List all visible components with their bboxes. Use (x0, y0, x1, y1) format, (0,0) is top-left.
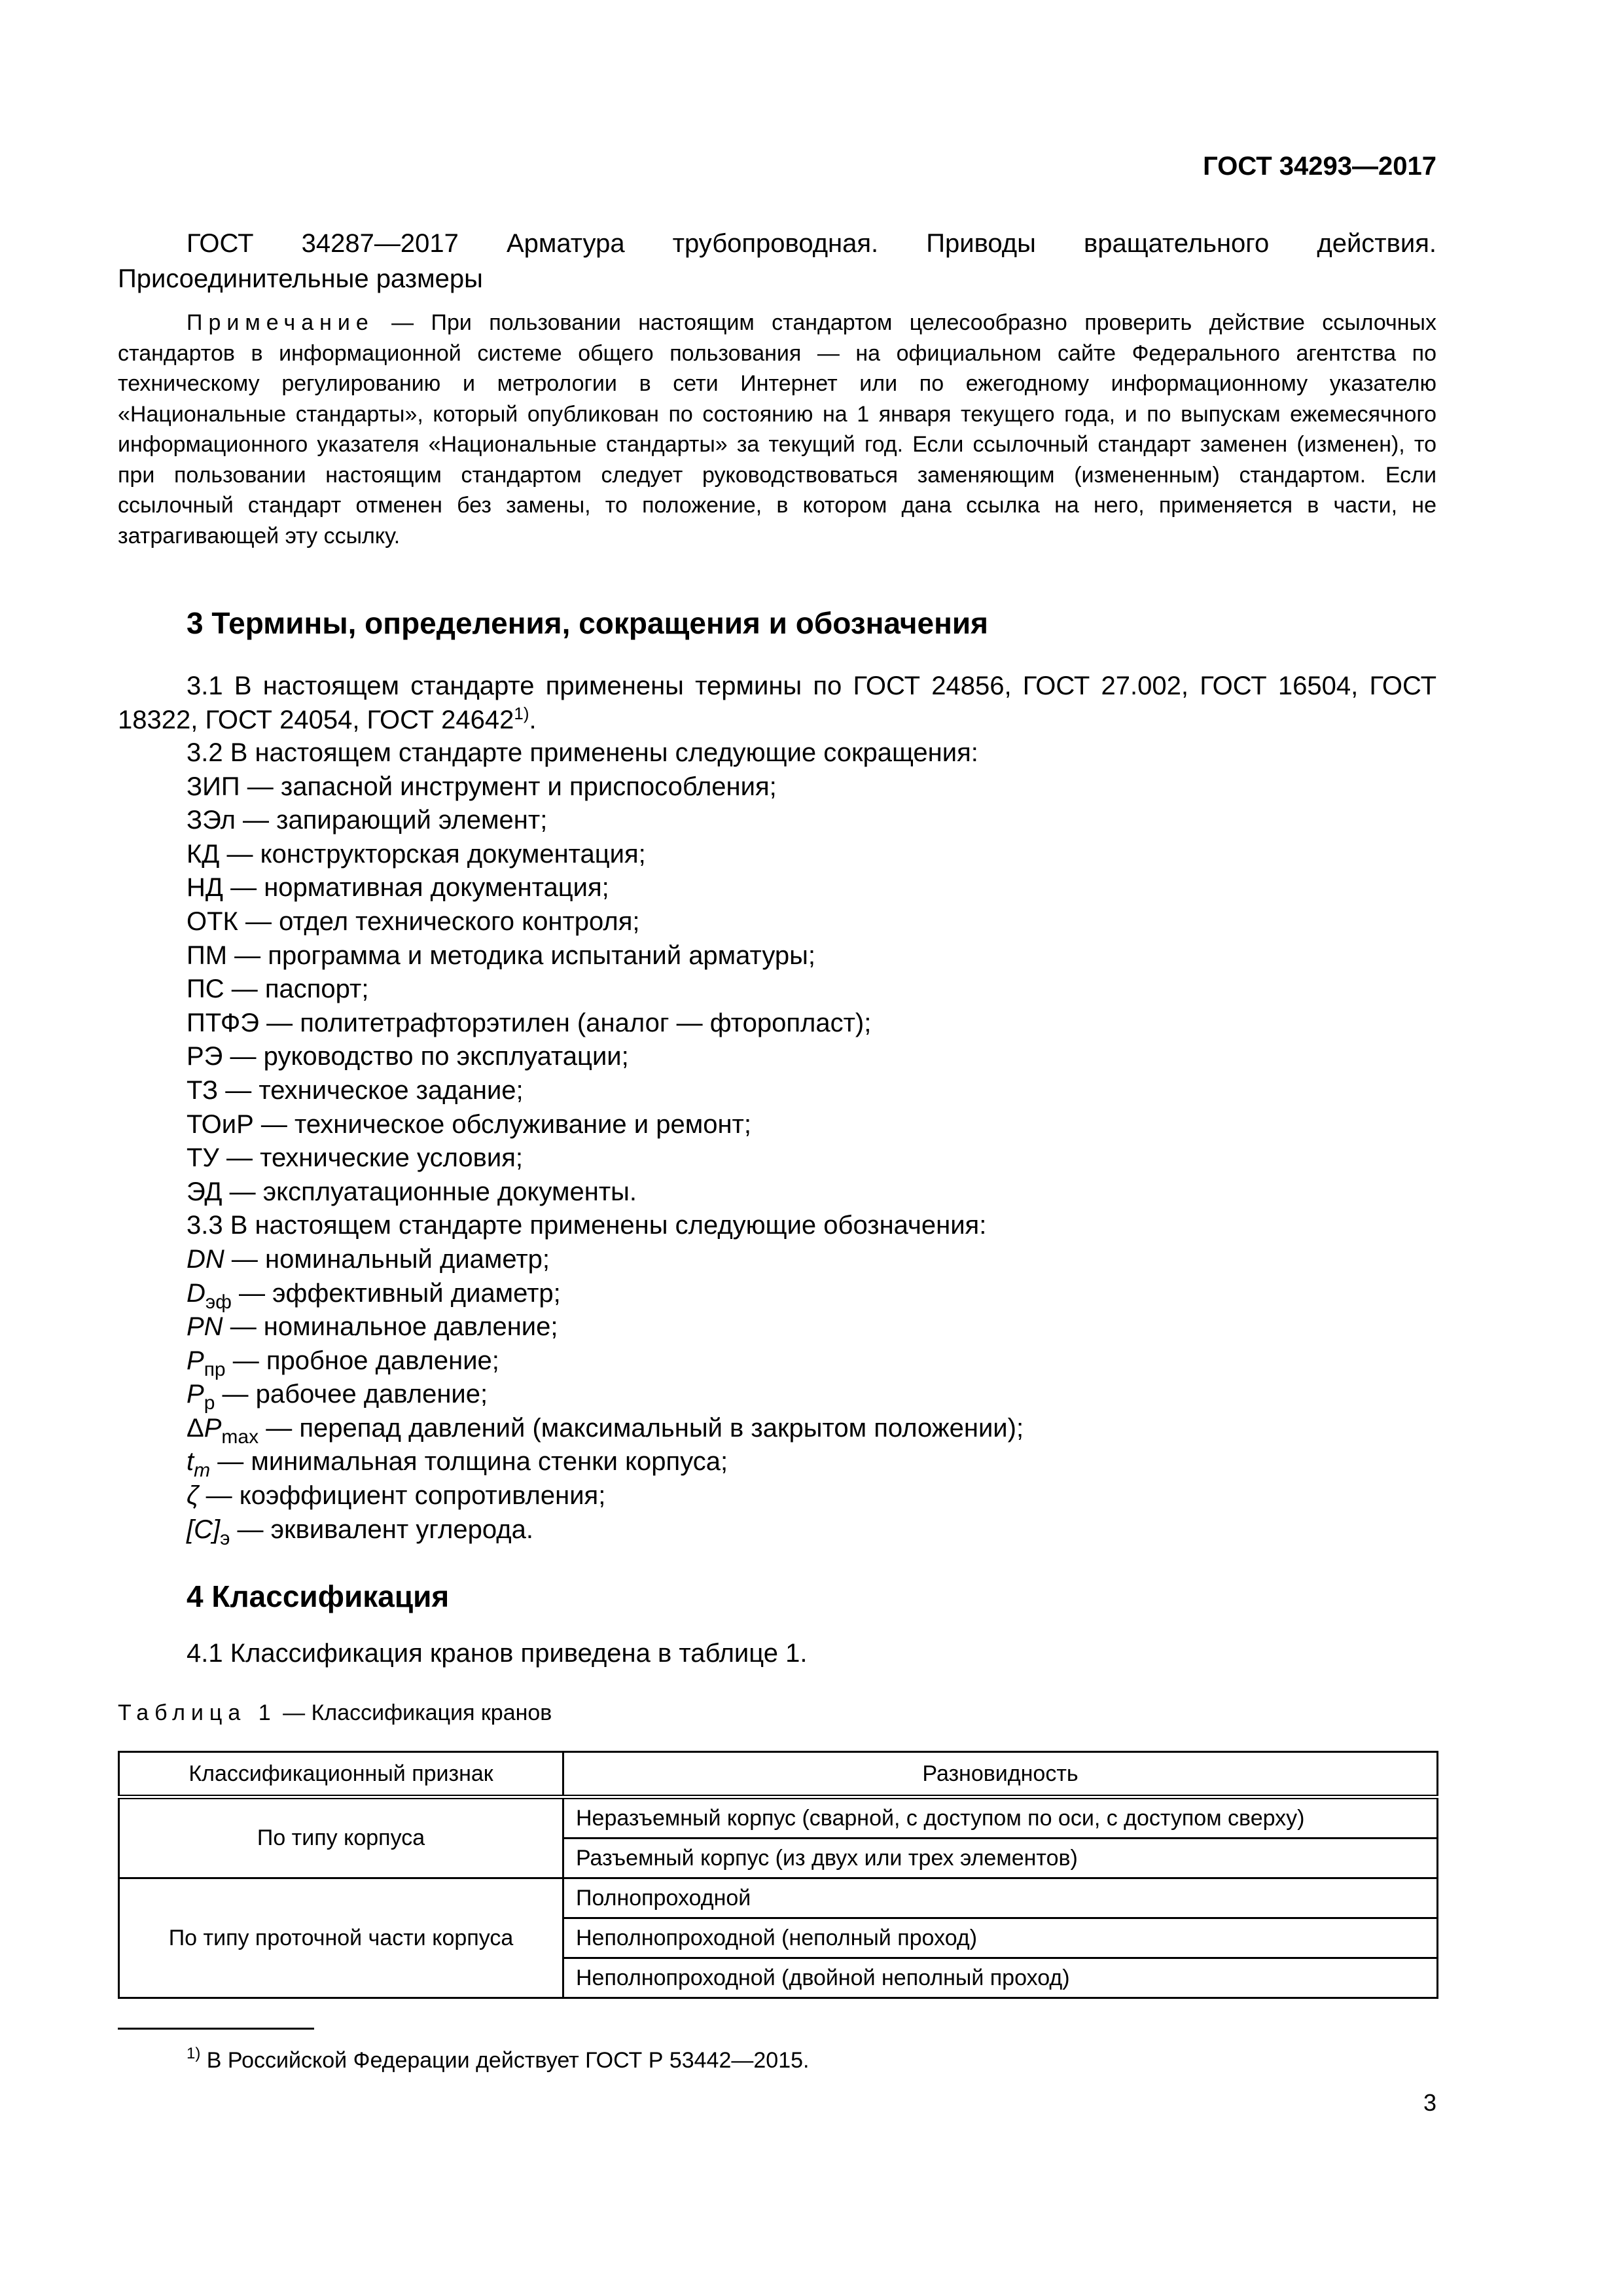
table-header-row (119, 1752, 1438, 1797)
footnote-ref-mark: 1) (514, 704, 529, 723)
abbreviation-item: ЗИП — запасной инструмент и приспособления; (187, 772, 777, 801)
abbreviation-item: ЗЭл — запирающий элемент; (187, 806, 548, 835)
table-caption-label: Таблица 1 (118, 1700, 277, 1725)
abbreviation-item: ПТФЭ — политетрафторэтилен (аналог — фторопласт); (187, 1008, 872, 1037)
abbreviation-item: ПМ — программа и методика испытаний арматуры; (187, 941, 815, 970)
paragraph-3-1 (118, 669, 1436, 737)
symbol-description: — рабочее давление; (215, 1380, 488, 1409)
abbreviation-item: НД — нормативная документация; (187, 873, 609, 903)
table-cell-feature: По типу проточной части корпуса (119, 1878, 563, 1998)
reference-gost-34287: ГОСТ 34287—2017 Арматура трубопроводная. Приводы вращательного действия. Присоединительные размеры (118, 229, 1436, 293)
abbreviation-item: ТУ — технические условия; (187, 1143, 523, 1173)
symbol-subscript: р (204, 1392, 215, 1414)
classification-table (118, 1751, 1438, 1999)
note-paragraph (118, 308, 1436, 551)
section-4-heading: 4 Классификация (187, 1579, 450, 1613)
table-row (119, 1878, 1438, 1918)
footnote-text: В Российской Федерации действует ГОСТ Р 53442—2015. (200, 2048, 810, 2073)
symbol-subscript: m (194, 1460, 211, 1482)
table-row (119, 1797, 1438, 1839)
delta-symbol: Δ (187, 1413, 204, 1443)
symbol-item (187, 1479, 1436, 1513)
symbol: ζ (187, 1481, 199, 1511)
symbol-item (187, 1277, 1436, 1311)
abbreviation-item: РЭ — руководство по эксплуатации; (187, 1042, 629, 1071)
symbol: [C] (187, 1515, 221, 1544)
table-cell-variant: Неполнопроходной (двойной неполный проход) (563, 1958, 1438, 1998)
symbol-description: — пробное давление; (225, 1346, 499, 1375)
symbol-subscript: эф (205, 1291, 232, 1313)
table-cell-feature: По типу корпуса (119, 1797, 563, 1878)
section-3-list (187, 736, 1436, 1547)
abbreviation-item: КД — конструкторская документация; (187, 839, 646, 869)
symbol-item (187, 1344, 1436, 1378)
symbol-subscript: пр (204, 1358, 226, 1380)
table-header-cell: Классификационный признак (119, 1752, 563, 1797)
symbol-description: — номинальный диаметр; (224, 1244, 550, 1274)
symbol-description: — эквивалент углерода. (230, 1515, 533, 1544)
abbreviation-item: ТЗ — техническое задание; (187, 1075, 524, 1105)
symbol: P (187, 1346, 204, 1375)
symbol-description: — эффективный диаметр; (231, 1278, 561, 1308)
table-cell-variant: Неразъемный корпус (сварной, с доступом по оси, с доступом сверху) (563, 1797, 1438, 1839)
table-cell-variant: Разъемный корпус (из двух или трех элементов) (563, 1839, 1438, 1878)
abbreviation-item: ЭД — эксплуатационные документы. (187, 1177, 637, 1206)
symbol-subscript: э (220, 1527, 230, 1549)
paragraph-3-1-end: . (529, 706, 537, 734)
symbol-item (187, 1243, 1436, 1277)
page-number: 3 (1423, 2089, 1436, 2116)
symbol: t (187, 1447, 194, 1477)
symbol: D (187, 1278, 205, 1308)
table-caption (118, 1700, 552, 1726)
symbol-description: — номинальное давление; (223, 1312, 558, 1342)
symbol: P (204, 1413, 222, 1443)
section-3-heading: 3 Термины, определения, сокращения и обозначения (187, 606, 988, 640)
symbol-description: — перепад давлений (максимальный в закрытом положении); (259, 1413, 1024, 1443)
symbol-item (187, 1378, 1436, 1412)
table-header-cell: Разновидность (563, 1752, 1438, 1797)
note-text: — При пользовании настоящим стандартом целесообразно проверить действие ссылочных стандартов в информационной системе общего пользования — на официальном сайте Федерального агентства по техническому регулированию и метрологии в сети Интернет или по ежегодному информационному указателю «Национальные стандарты», который опубликован по состоянию на 1 января текущего года, и по выпускам ежемесячного информационного указателя «Национальные стандарты» за текущий год. Если ссылочный стандарт заменен (изменен), то при пользовании настоящим стандартом следует руководствоваться заменяющим (измененным) стандартом. Если ссылочный стандарт отменен без замены, то положение, в котором дана ссылка на него, применяется в части, не затрагивающей эту ссылку. (118, 310, 1436, 548)
paragraph-3-1-text: 3.1 В настоящем стандарте применены термины по ГОСТ 24856, ГОСТ 27.002, ГОСТ 16504, ГОСТ 18322, ГОСТ 24054, ГОСТ 24642 (118, 672, 1436, 734)
note-label: Примечание (187, 310, 374, 335)
symbol-item (187, 1513, 1436, 1547)
document-code: ГОСТ 34293—2017 (1203, 152, 1436, 181)
footnote-divider (118, 2028, 314, 2030)
table-cell-variant: Полнопроходной (563, 1878, 1438, 1918)
paragraph-4-1: 4.1 Классификация кранов приведена в таблице 1. (187, 1639, 808, 1668)
symbol-description: — минимальная толщина стенки корпуса; (210, 1447, 728, 1477)
table-cell-variant: Неполнопроходной (неполный проход) (563, 1918, 1438, 1958)
table-caption-text: — Классификация кранов (276, 1700, 552, 1725)
footnote (187, 2043, 809, 2077)
symbol-subscript: max (221, 1426, 259, 1448)
paragraph-3-2: 3.2 В настоящем стандарте применены следующие сокращения: (187, 738, 978, 767)
footnote-mark: 1) (187, 2045, 201, 2062)
abbreviation-item: ОТК — отдел технического контроля; (187, 906, 640, 936)
symbol-description: — коэффициент сопротивления; (198, 1481, 606, 1511)
abbreviation-item: ТОиР — техническое обслуживание и ремонт; (187, 1109, 751, 1139)
paragraph-3-3: 3.3 В настоящем стандарте применены следующие обозначения: (187, 1211, 987, 1240)
symbol: P (187, 1380, 204, 1409)
symbol-item (187, 1310, 1436, 1344)
symbol-item (187, 1412, 1436, 1446)
abbreviation-item: ПС — паспорт; (187, 975, 369, 1004)
symbol: PN (187, 1312, 223, 1342)
symbol: DN (187, 1244, 224, 1274)
symbol-item (187, 1445, 1436, 1482)
